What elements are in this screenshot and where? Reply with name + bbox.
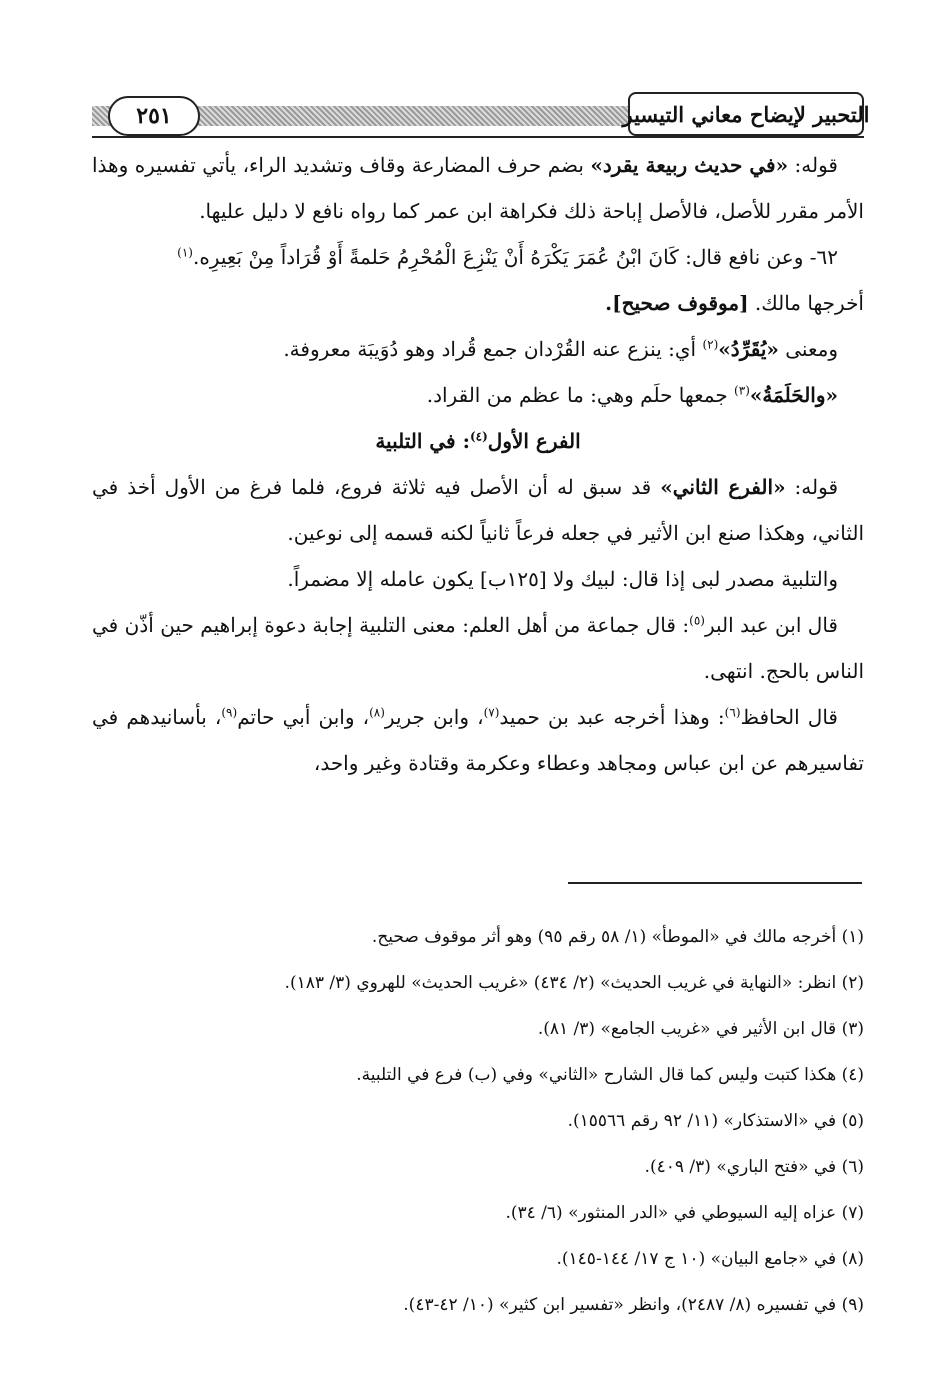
footnote-7: (٧) عزاه إليه السيوطي في «الدر المنثور» (٦/ ٣٤). (505, 1203, 864, 1223)
grading-label: [موقوف صحيح]. (605, 291, 749, 315)
heading-text: الفرع الأول (487, 429, 581, 453)
quoted-phrase: «الفرع الثاني» (660, 475, 786, 499)
text-run: قوله: (785, 475, 839, 499)
footnote-3: (٣) قال ابن الأثير في «غريب الجامع» (٣/ ٨١). (537, 1019, 864, 1039)
text-run: ، وابن جرير (384, 705, 484, 729)
main-text (92, 142, 864, 786)
text-run: بضم حرف المضارعة وقاف وتشديد الراء، يأتي تفسيره وهذا الأمر مقرر للأصل، فالأصل إباحة ذلك فكراهة ابن عمر كما رواه نافع لا دليل عليها. (92, 153, 864, 223)
text-run: والتلبية مصدر لبى إذا قال: لبيك ولا [١٢٥ب] يكون عامله إلا مضمراً. (287, 567, 838, 591)
page-number: ٢٥١ (108, 96, 200, 136)
footnote-separator (568, 882, 862, 884)
paragraph-al-hafiz (92, 694, 864, 786)
footnote-ref[interactable]: (٣) (734, 383, 750, 398)
text-run: قد سبق له أن الأصل فيه ثلاثة فروع، فلما فرغ من الأول أخذ في الثاني، وهكذا صنع ابن الأثير في جعله فرعاً ثانياً لكنه قسمه إلى نوعين. (92, 475, 864, 545)
text-run: ومعنى (778, 337, 838, 361)
header-rule (92, 136, 864, 138)
hadith-text: ٦٢- وعن نافع قال: كَانَ ابْنُ عُمَرَ يَكْرَهُ أَنْ يَنْزِعَ الْمُحْرِمُ حَلمةً أَوْ قُرَاداً مِنْ بَعِيرِه. (192, 245, 838, 269)
footnote-ref[interactable]: (٥) (689, 613, 705, 628)
paragraph-yuqarrid (92, 326, 864, 372)
text-run: أخرجها مالك. (748, 291, 864, 315)
text-run: قوله: (788, 153, 838, 177)
text-run: ، بأسانيدهم في تفاسيرهم عن ابن عباس ومجاهد وعطاء وعكرمة وقتادة وغير واحد، (92, 705, 864, 775)
footnote-ref[interactable]: (١) (177, 245, 193, 260)
footnote-ref[interactable]: (٨) (369, 705, 385, 720)
paragraph-far-thani (92, 464, 864, 556)
takhrij-line (92, 280, 864, 326)
footnote-1: (١) أخرجه مالك في «الموطأ» (١/ ٥٨ رقم ٩٥) وهو أثر موقوف صحيح. (371, 927, 864, 947)
footnote-ref[interactable]: (٦) (724, 705, 741, 720)
footnote-9: (٩) في تفسيره (٨/ ٢٤٨٧)، وانظر «تفسير ابن كثير» (١٠/ ٤٢-٤٣). (403, 1295, 864, 1315)
text-run: ، وابن أبي حاتم (237, 705, 370, 729)
section-heading (92, 418, 864, 464)
text-run: قال ابن عبد البر (704, 613, 838, 637)
book-title: التحبير لإيضاح معاني التيسير (628, 92, 864, 136)
text-run: : وهذا أخرجه عبد بن حميد (499, 705, 725, 729)
footnote-6: (٦) في «فتح الباري» (٣/ ٤٠٩). (644, 1157, 864, 1177)
text-run: : قال جماعة من أهل العلم: معنى التلبية إجابة دعوة إبراهيم حين أذّن في الناس بالحج. انتهى. (92, 613, 864, 683)
quoted-phrase: «في حديث ربيعة يقرد» (590, 153, 789, 177)
footnotes (92, 914, 864, 1328)
footnote-ref[interactable]: (٢) (702, 337, 719, 352)
footnote-2: (٢) انظر: «النهاية في غريب الحديث» (٢/ ٤٣٤) «غريب الحديث» للهروي (٣/ ١٨٣). (284, 973, 864, 993)
quoted-word: «والحَلَمَةُ» (749, 383, 838, 407)
heading-text: : في التلبية (375, 429, 470, 453)
hadith-62 (92, 234, 864, 280)
paragraph-talbiya (92, 556, 864, 602)
footnote-ref[interactable]: (٤) (469, 429, 488, 444)
running-header (92, 92, 870, 142)
text-run: قال الحافظ (740, 705, 838, 729)
footnote-ref[interactable]: (٩) (221, 705, 238, 720)
footnote-5: (٥) في «الاستذكار» (١١/ ٩٢ رقم ١٥٥٦٦). (567, 1111, 864, 1131)
quoted-word: «يُقَرِّدُ» (718, 337, 779, 361)
paragraph-ibn-abd-al-barr (92, 602, 864, 694)
footnote-ref[interactable]: (٧) (483, 705, 500, 720)
text-run: أي: ينزع عنه القُرْدان جمع قُراد وهو دُوَيبَة معروفة. (283, 337, 703, 361)
paragraph-halama (92, 372, 864, 418)
footnote-4: (٤) هكذا كتبت وليس كما قال الشارح «الثاني» وفي (ب) فرع في التلبية. (356, 1065, 864, 1085)
paragraph-qawluh-rabia (92, 142, 864, 234)
footnote-8: (٨) في «جامع البيان» (١٠ ج ١٧/ ١٤٤-١٤٥). (556, 1249, 864, 1269)
text-run: جمعها حلَم وهي: ما عظم من القراد. (426, 383, 735, 407)
